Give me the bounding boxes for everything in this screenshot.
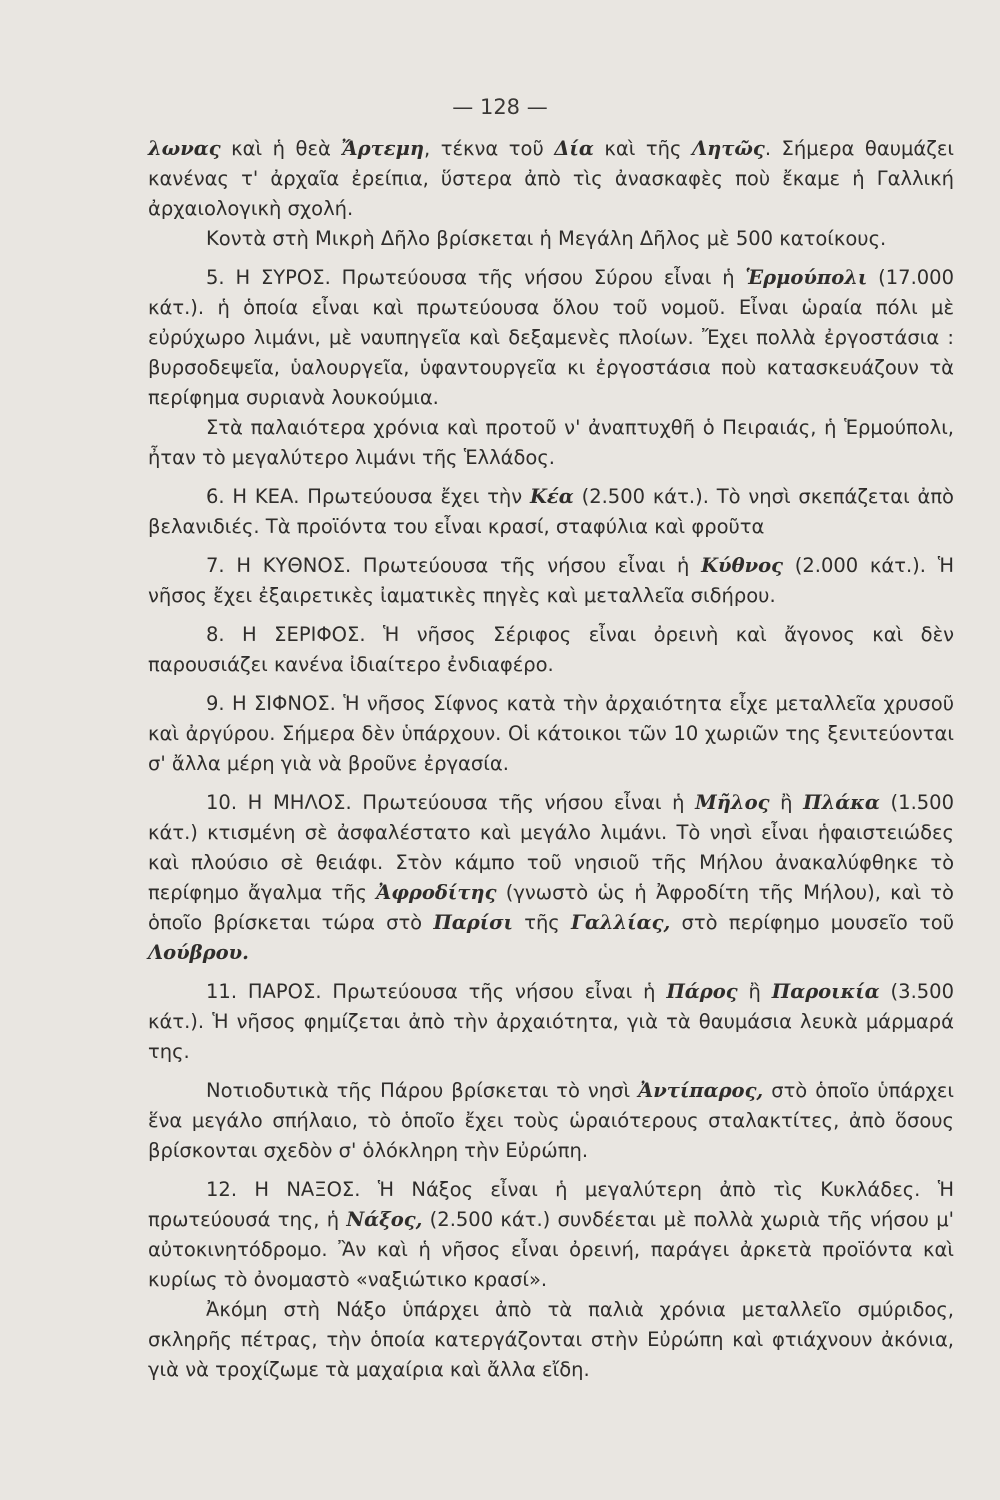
paragraph-kea bbox=[148, 482, 954, 542]
text-run: Κοντὰ στὴ Μικρὴ Δῆλο βρίσκεται ἡ Μεγάλη Δῆλος μὲ 500 κατοίκους. bbox=[206, 227, 887, 250]
text-run: Νοτιοδυτικὰ τῆς Πάρου βρίσκεται τὸ νησὶ bbox=[206, 1079, 639, 1102]
text-run: ἢ bbox=[737, 980, 772, 1003]
emphasized-name: Λούβρου. bbox=[148, 941, 249, 964]
text-run: Στὰ παλαιότερα χρόνια καὶ προτοῦ ν' ἀναπτυχθῆ ὁ Πειραιάς, ἡ Ἑρμούπολι, ἦταν τὸ μεγαλύτερο λιμάνι τῆς Ἑλλάδος. bbox=[148, 416, 954, 469]
text-run: στὸ περίφημο μουσεῖο τοῦ bbox=[670, 911, 954, 934]
emphasized-name: Δία bbox=[554, 137, 594, 160]
paragraph-kythnos bbox=[148, 551, 954, 611]
paragraph-naxos bbox=[148, 1175, 954, 1295]
emphasized-name: Κύθνος bbox=[701, 554, 784, 577]
paragraph-syros-history bbox=[148, 413, 954, 473]
text-run: καὶ ἡ θεὰ bbox=[220, 137, 342, 160]
emphasized-name: Μῆλος bbox=[695, 791, 770, 814]
paragraph-delos bbox=[148, 224, 954, 254]
emphasized-name: Παροικία bbox=[771, 980, 880, 1003]
paragraph-milos bbox=[148, 788, 954, 968]
paragraph-antiparos bbox=[148, 1076, 954, 1166]
emphasized-name: Ἀφροδίτης bbox=[376, 881, 497, 904]
text-run: 8. Η ΣΕΡΙΦΟΣ. Ἡ νῆσος Σέριφος εἶναι ὀρεινὴ καὶ ἄγονος καὶ δὲν παρουσιάζει κανένα ἰδιαίτερο ἐνδιαφέρο. bbox=[148, 623, 954, 676]
paragraph-sifnos bbox=[148, 689, 954, 779]
text-run: 12. Η ΝΑΞΟΣ. Ἡ Νάξος εἶναι ἡ μεγαλύτερη ἀπὸ τὶς Κυκλάδες. Ἡ πρωτεύουσά της, ἡ bbox=[148, 1178, 954, 1231]
emphasized-name: Γαλλίας, bbox=[570, 911, 671, 934]
text-run: (17.000 κάτ.). ἡ ὁποία εἶναι καὶ πρωτεύουσα ὅλου τοῦ νομοῦ. Εἶναι ὡραία πόλι μὲ εὐρύχωρο λιμάνι, μὲ ναυπηγεῖα καὶ δεξαμενὲς πλοίων. Ἔχει πολλὰ ἐργοστάσια : βυρσοδεψεῖα, ὑαλουργεῖα, ὑφαντουργεῖα κι ἐργοστάσια ποὺ κατασκευάζουν τὰ περίφημα συριανὰ λουκούμια. bbox=[148, 266, 954, 409]
emphasized-name: Παρίσι bbox=[433, 911, 513, 934]
text-run: (1.500 κάτ.) κτισμένη σὲ ἀσφαλέστατο καὶ μεγάλο λιμάνι. Τὸ νησὶ εἶναι ἡφαιστειώδες καὶ πλούσιο σὲ θειάφι. Στὸν κάμπο τοῦ νησιοῦ τῆς Μήλου ἀνακαλύφθηκε τὸ περίφημο ἄγαλμα τῆς bbox=[148, 791, 954, 904]
text-run: ἢ bbox=[769, 791, 804, 814]
body-text bbox=[148, 134, 954, 1385]
text-run: 5. Η ΣΥΡΟΣ. Πρωτεύουσα τῆς νήσου Σύρου εἶναι ἡ bbox=[206, 266, 746, 289]
paragraph-naxos-emery bbox=[148, 1295, 954, 1385]
text-run: . Σήμερα θαυμάζει κανένας τ' ἀρχαῖα ἐρείπια, ὕστερα ἀπὸ τὶς ἀνασκαφὲς ποὺ ἔκαμε ἡ Γαλλική ἀρχαιολογικὴ σχολή. bbox=[148, 137, 954, 220]
text-run: 9. Η ΣΙΦΝΟΣ. Ἡ νῆσος Σίφνος κατὰ τὴν ἀρχαιότητα εἶχε μεταλλεῖα χρυσοῦ καὶ ἀργύρου. Σήμερα δὲν ὑπάρχουν. Οἱ κάτοικοι τῶν 10 χωριῶν της ξενιτεύονται σ' ἄλλα μέρη γιὰ νὰ βροῦνε ἐργασία. bbox=[148, 692, 954, 775]
emphasized-name: Ἄρτεμη bbox=[341, 137, 425, 160]
emphasized-name: Πλάκα bbox=[803, 791, 880, 814]
text-run: 10. Η ΜΗΛΟΣ. Πρωτεύουσα τῆς νήσου εἶναι ἡ bbox=[206, 791, 696, 814]
text-run: 7. Η ΚΥΘΝΟΣ. Πρωτεύουσα τῆς νήσου εἶναι ἡ bbox=[206, 554, 702, 577]
text-run: 11. ΠΑΡΟΣ. Πρωτεύουσα τῆς νήσου εἶναι ἡ bbox=[206, 980, 667, 1003]
emphasized-name: Κέα bbox=[529, 485, 574, 508]
text-run: (2.500 κάτ.). Τὸ νησὶ σκεπάζεται ἀπὸ βελανιδιές. Τὰ προϊόντα του εἶναι κρασί, σταφύλια καὶ φροῦτα bbox=[148, 485, 954, 538]
emphasized-name: λωνας bbox=[148, 137, 221, 160]
paragraph-continuation bbox=[148, 134, 954, 224]
page-number: — 128 — bbox=[452, 95, 548, 119]
paragraph-serifos bbox=[148, 620, 954, 680]
text-run: 6. Η ΚΕΑ. Πρωτεύουσα ἔχει τὴν bbox=[206, 485, 530, 508]
text-run: καὶ τῆς bbox=[593, 137, 692, 160]
text-run: , τέκνα τοῦ bbox=[424, 137, 555, 160]
emphasized-name: Ἑρμούπολι bbox=[745, 266, 868, 289]
emphasized-name: Λητῶς bbox=[691, 137, 765, 160]
text-run: (γνωστὸ ὡς ἡ Ἀφροδίτη τῆς Μήλου), καὶ τὸ ὁποῖο βρίσκεται τώρα στὸ bbox=[148, 881, 954, 934]
text-run: Ἀκόμη στὴ Νάξο ὑπάρχει ἀπὸ τὰ παλιὰ χρόνια μεταλλεῖο σμύριδος, σκληρῆς πέτρας, τὴν ὁποία κατεργάζονται στὴν Εὐρώπη καὶ φτιάχνουν ἀκόνια, γιὰ νὰ τροχίζωμε τὰ μαχαίρια καὶ ἄλλα εἴδη. bbox=[148, 1298, 954, 1381]
text-run: (3.500 κάτ.). Ἡ νῆσος φημίζεται ἀπὸ τὴν ἀρχαιότητα, γιὰ τὰ θαυμάσια λευκὰ μάρμαρά της. bbox=[148, 980, 954, 1063]
paragraph-syros bbox=[148, 263, 954, 413]
text-run: τῆς bbox=[512, 911, 571, 934]
text-run: στὸ ὁποῖο ὑπάρχει ἕνα μεγάλο σπήλαιο, τὸ ὁποῖο ἔχει τοὺς ὡραιότερους σταλακτίτες, ἀπὸ ὅσους βρίσκονται σχεδὸν σ' ὁλόκληρη τὴν Εὐρώπη. bbox=[148, 1079, 954, 1162]
emphasized-name: Νάξος, bbox=[346, 1208, 423, 1231]
emphasized-name: Πάρος bbox=[666, 980, 738, 1003]
text-run: (2.000 κάτ.). Ἡ νῆσος ἔχει ἐξαιρετικὲς ἰαματικὲς πηγὲς καὶ μεταλλεῖα σιδήρου. bbox=[148, 554, 954, 607]
paragraph-paros bbox=[148, 977, 954, 1067]
text-run: (2.500 κάτ.) συνδέεται μὲ πολλὰ χωριὰ τῆς νήσου μ' αὐτοκινητόδρομο. Ἂν καὶ ἡ νῆσος εἶναι ὀρεινή, παράγει ἀρκετὰ προϊόντα καὶ κυρίως τὸ ὀνομαστὸ «ναξιώτικο κρασί». bbox=[148, 1208, 954, 1291]
emphasized-name: Ἀντίπαρος, bbox=[638, 1079, 764, 1102]
